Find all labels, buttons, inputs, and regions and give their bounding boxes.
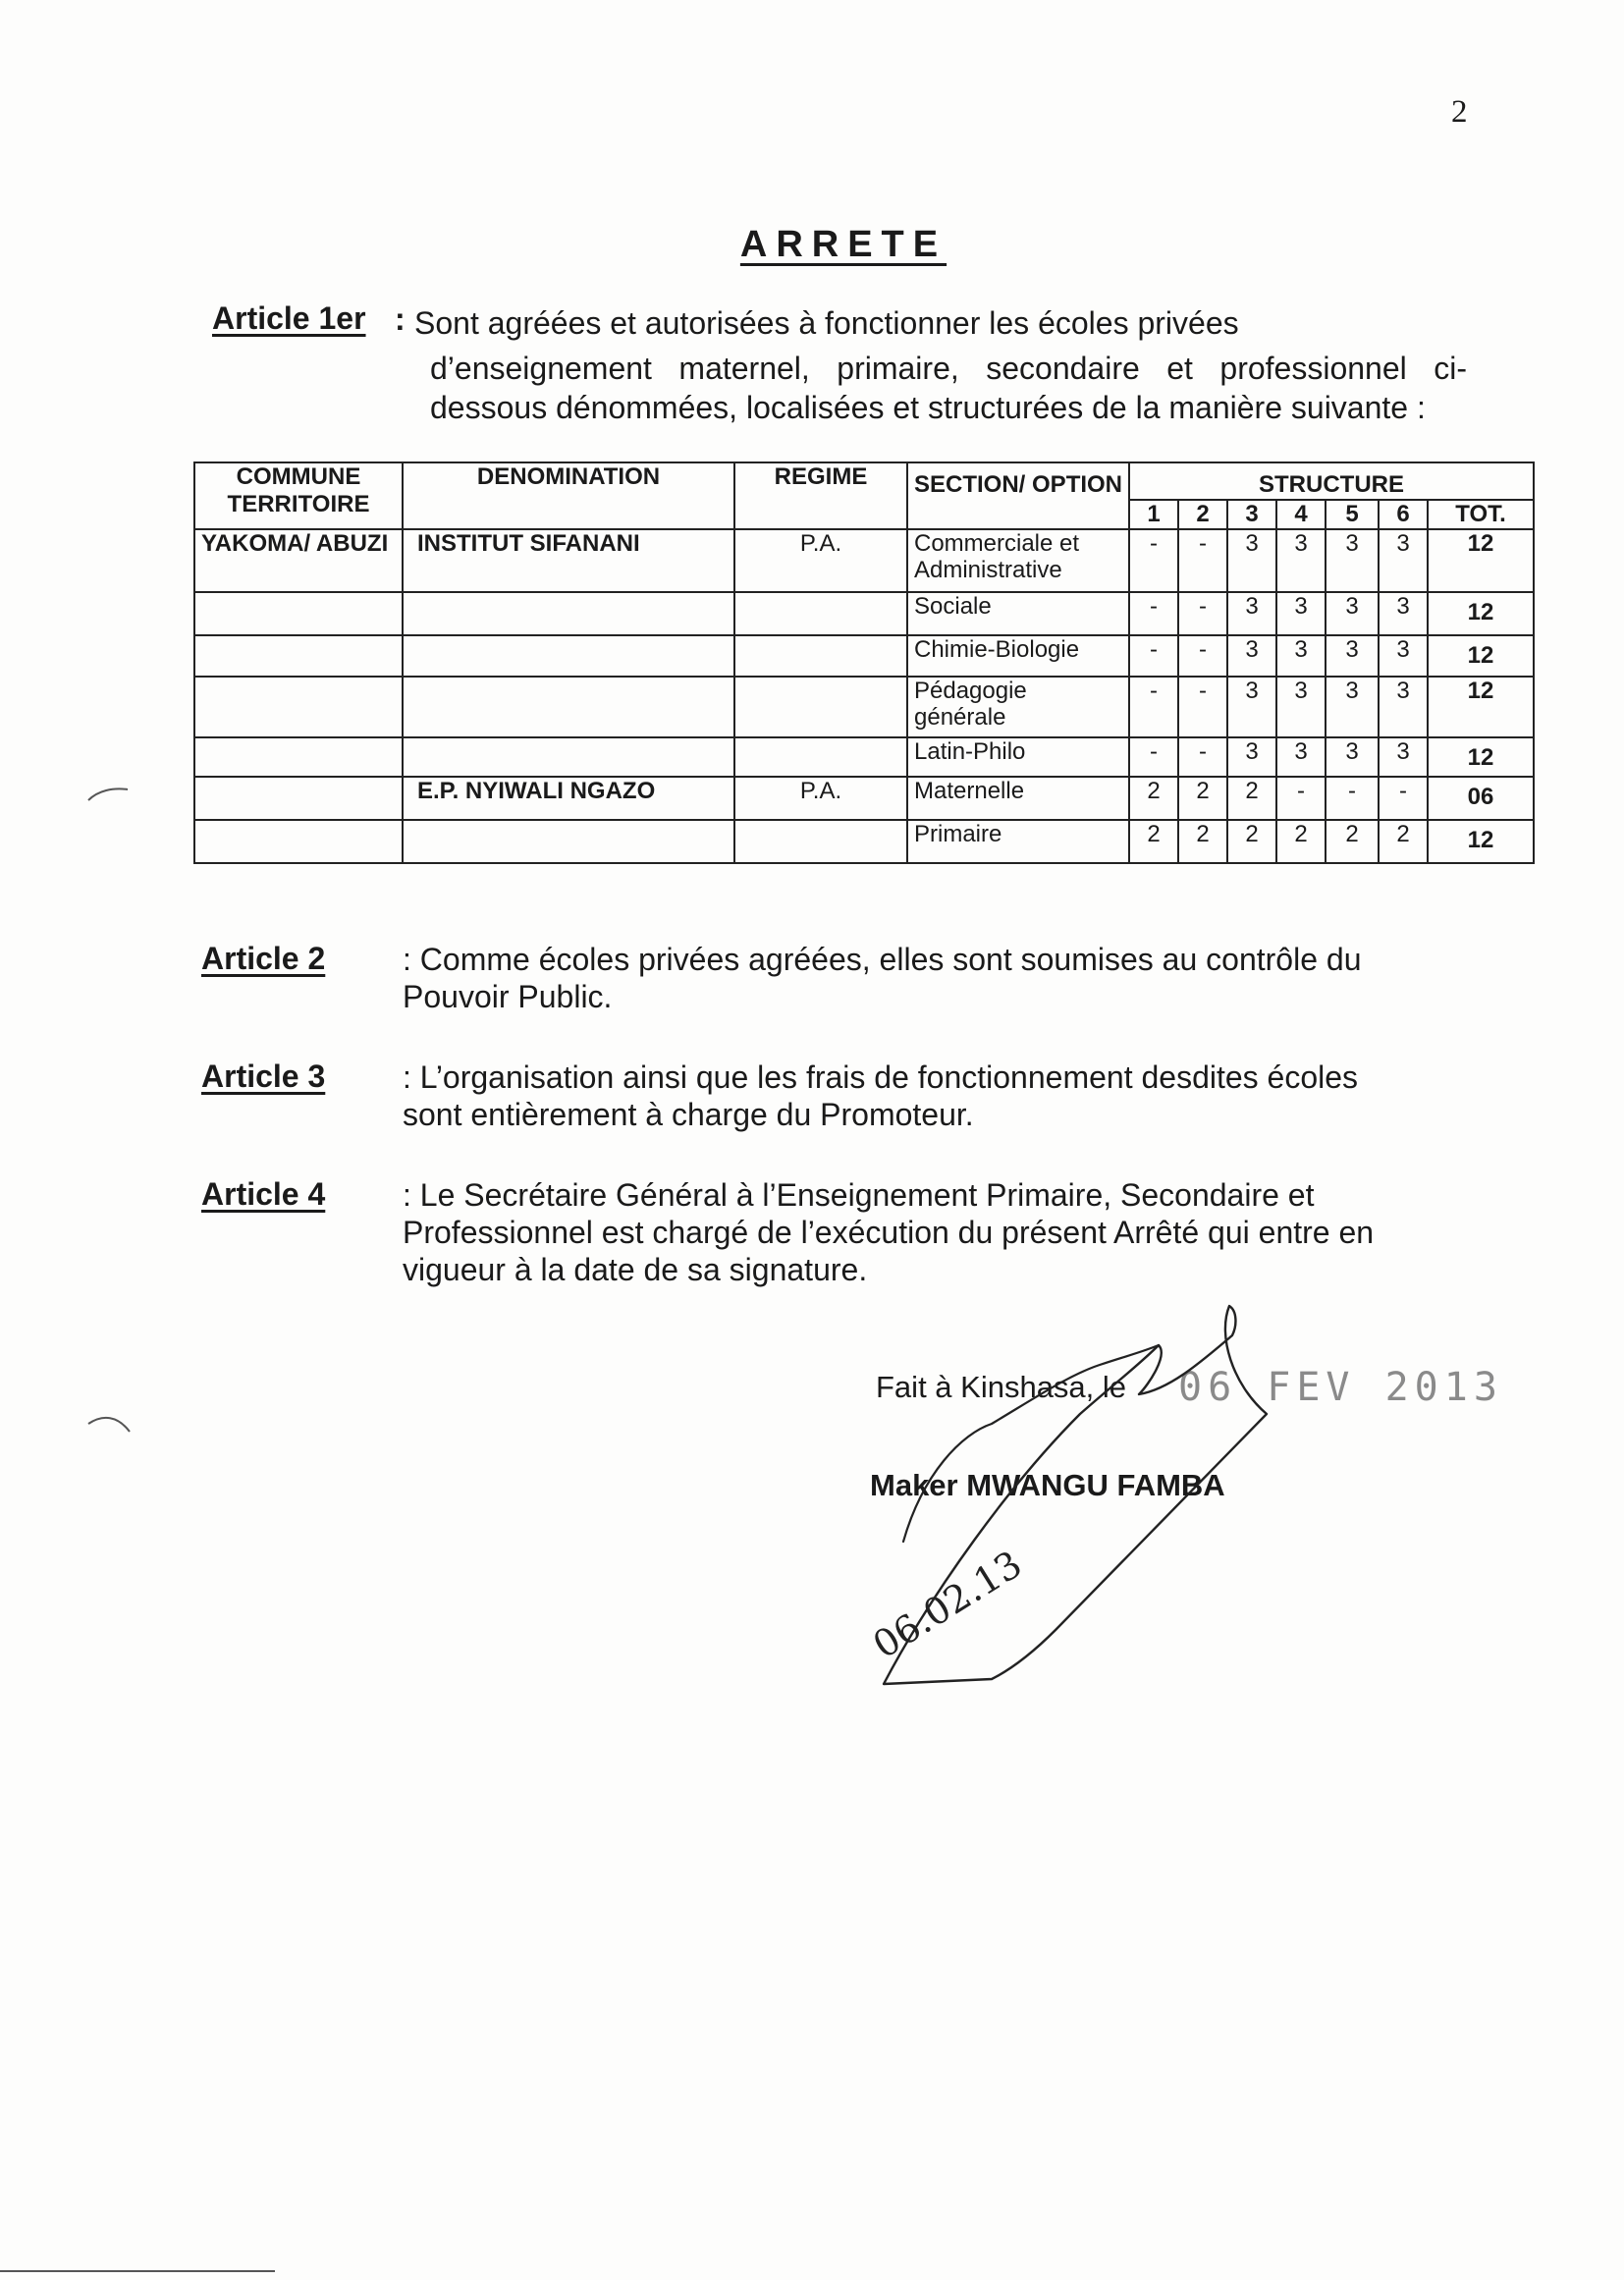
cell-year-4: 2	[1276, 820, 1326, 863]
cell-denomination: E.P. NYIWALI NGAZO	[403, 777, 734, 820]
document-title: ARRETE	[739, 224, 947, 265]
cell-year-3: 2	[1227, 820, 1276, 863]
cell-year-5: 3	[1326, 635, 1379, 677]
cell-denomination	[403, 592, 734, 635]
table-row	[194, 635, 1534, 677]
cell-year-5: -	[1326, 777, 1379, 820]
article-3	[201, 1059, 1537, 1147]
cell-section	[907, 529, 1129, 592]
schools-table	[193, 461, 1535, 864]
table-row	[194, 529, 1534, 592]
cell-denomination: INSTITUT SIFANANI	[403, 529, 734, 592]
cell-year-5: 3	[1326, 677, 1379, 737]
cell-total: 06	[1428, 777, 1534, 820]
header-structure: STRUCTURE	[1129, 462, 1534, 500]
cell-year-4: 3	[1276, 529, 1326, 592]
header-year-5: 5	[1326, 500, 1379, 529]
cell-regime	[734, 737, 907, 777]
cell-year-1: -	[1129, 592, 1178, 635]
handwritten-signature	[844, 1296, 1355, 1709]
cell-total: 12	[1428, 592, 1534, 635]
article-1-label: Article 1er	[212, 300, 366, 336]
table-row	[194, 677, 1534, 737]
place-line: Fait à Kinshasa, le	[876, 1370, 1127, 1404]
cell-commune	[194, 820, 403, 863]
date-stamp: 06 FEV 2013	[1178, 1365, 1503, 1410]
article-1-line-1: Sont agréées et autorisées à fonctionner les écoles privées	[414, 305, 1239, 341]
article-2-text: : Comme écoles privées agréées, elles sont soumises au contrôle du Pouvoir Public.	[403, 942, 1362, 1014]
cell-year-5: 3	[1326, 529, 1379, 592]
cell-total: 12	[1428, 820, 1534, 863]
article-1-line-2: d’enseignement maternel, primaire, secondaire et professionnel ci-	[430, 351, 1467, 386]
cell-denomination	[403, 820, 734, 863]
cell-year-3: 3	[1227, 677, 1276, 737]
cell-year-4: -	[1276, 777, 1326, 820]
article-4-label: Article 4	[201, 1176, 326, 1212]
cell-regime	[734, 635, 907, 677]
cell-section-text: Commerciale et Administrative	[914, 530, 1080, 583]
cell-regime: P.A.	[734, 529, 907, 592]
cell-regime	[734, 820, 907, 863]
cell-year-4: 3	[1276, 677, 1326, 737]
cell-regime: P.A.	[734, 777, 907, 820]
header-regime: REGIME	[734, 462, 907, 529]
article-1-colon: :	[395, 301, 406, 337]
cell-year-1: -	[1129, 529, 1178, 592]
cell-total: 12	[1428, 529, 1534, 592]
cell-commune	[194, 737, 403, 777]
cell-total: 12	[1428, 677, 1534, 737]
header-total: TOT.	[1428, 500, 1534, 529]
cell-section: Primaire	[907, 820, 1129, 863]
cell-section: Chimie-Biologie	[907, 635, 1129, 677]
cell-year-6: 2	[1379, 820, 1428, 863]
table-row	[194, 737, 1534, 777]
article-4-text: : Le Secrétaire Général à l’Enseignement Primaire, Secondaire et Professionnel est chargé de l’exécution du présent Arrêté qui entre en vigueur à la date de sa signature.	[403, 1177, 1375, 1287]
scan-edge-line	[0, 2270, 275, 2272]
cell-year-3: 3	[1227, 529, 1276, 592]
article-1-line-3: dessous dénommées, localisées et structurées de la manière suivante :	[430, 390, 1426, 425]
header-year-3: 3	[1227, 500, 1276, 529]
cell-year-1: -	[1129, 677, 1178, 737]
article-2	[201, 941, 1537, 1029]
cell-commune	[194, 777, 403, 820]
cell-total: 12	[1428, 737, 1534, 777]
margin-mark	[79, 1404, 137, 1443]
cell-year-6: 3	[1379, 529, 1428, 592]
header-denomination: DENOMINATION	[403, 462, 734, 529]
margin-mark	[79, 776, 137, 815]
cell-year-4: 3	[1276, 737, 1326, 777]
handwritten-date: 06.02.13	[865, 1542, 1030, 1667]
cell-year-2: -	[1178, 635, 1227, 677]
cell-year-1: 2	[1129, 820, 1178, 863]
cell-year-5: 3	[1326, 592, 1379, 635]
cell-commune	[194, 592, 403, 635]
table-row	[194, 592, 1534, 635]
cell-commune	[194, 677, 403, 737]
table-row	[194, 820, 1534, 863]
header-year-6: 6	[1379, 500, 1428, 529]
cell-year-6: 3	[1379, 635, 1428, 677]
cell-commune	[194, 635, 403, 677]
article-4	[201, 1176, 1537, 1304]
cell-year-3: 2	[1227, 777, 1276, 820]
cell-year-1: -	[1129, 635, 1178, 677]
cell-year-2: 2	[1178, 820, 1227, 863]
cell-year-3: 3	[1227, 635, 1276, 677]
cell-year-2: 2	[1178, 777, 1227, 820]
header-year-2: 2	[1178, 500, 1227, 529]
cell-denomination	[403, 737, 734, 777]
article-3-text: : L’organisation ainsi que les frais de fonctionnement desdites écoles sont entièrement à charge du Promoteur.	[403, 1059, 1359, 1132]
cell-section: Maternelle	[907, 777, 1129, 820]
cell-total: 12	[1428, 635, 1534, 677]
cell-year-3: 3	[1227, 592, 1276, 635]
signer-name: Maker MWANGU FAMBA	[870, 1468, 1225, 1502]
header-year-1: 1	[1129, 500, 1178, 529]
cell-year-5: 2	[1326, 820, 1379, 863]
cell-year-6: 3	[1379, 592, 1428, 635]
cell-year-6: 3	[1379, 677, 1428, 737]
article-2-label: Article 2	[201, 941, 326, 976]
cell-section: Latin-Philo	[907, 737, 1129, 777]
cell-commune: YAKOMA/ ABUZI	[194, 529, 403, 592]
cell-denomination	[403, 677, 734, 737]
cell-year-1: 2	[1129, 777, 1178, 820]
cell-year-2: -	[1178, 592, 1227, 635]
cell-year-6: 3	[1379, 737, 1428, 777]
cell-year-1: -	[1129, 737, 1178, 777]
header-section: SECTION/ OPTION	[907, 462, 1129, 529]
cell-year-6: -	[1379, 777, 1428, 820]
header-commune: COMMUNE TERRITOIRE	[194, 462, 403, 529]
cell-denomination	[403, 635, 734, 677]
cell-year-3: 3	[1227, 737, 1276, 777]
article-3-label: Article 3	[201, 1059, 326, 1094]
cell-year-2: -	[1178, 529, 1227, 592]
page-number: 2	[1451, 94, 1468, 130]
cell-year-2: -	[1178, 737, 1227, 777]
cell-section: Pédagogie générale	[907, 677, 1129, 737]
cell-year-4: 3	[1276, 635, 1326, 677]
cell-year-4: 3	[1276, 592, 1326, 635]
cell-section: Sociale	[907, 592, 1129, 635]
cell-regime	[734, 677, 907, 737]
cell-year-5: 3	[1326, 737, 1379, 777]
cell-year-2: -	[1178, 677, 1227, 737]
cell-regime	[734, 592, 907, 635]
header-year-4: 4	[1276, 500, 1326, 529]
table-row	[194, 777, 1534, 820]
